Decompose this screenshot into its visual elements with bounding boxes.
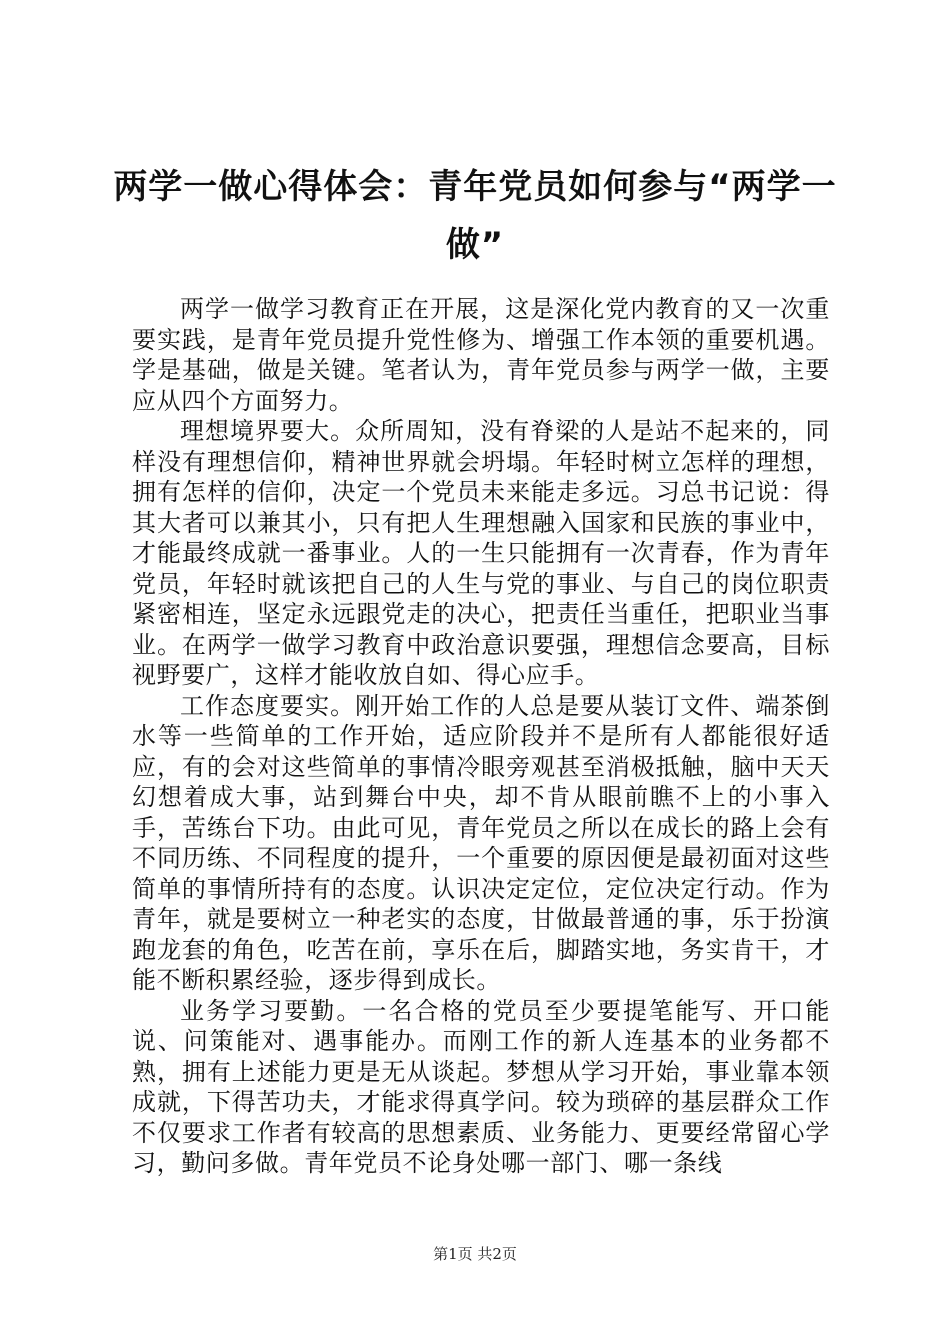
document-title: 两学一做心得体会：青年党员如何参与“两学一做” (113, 167, 837, 265)
paragraph-work-attitude: 工作态度要实。刚开始工作的人总是要从装订文件、端茶倒水等一些简单的工作开始，适应阶段并不是所有人都能很好适应，有的会对这些简单的事情冷眼旁观甚至消极抵触，脑中天天幻想着成大事，站到舞台中央，却不肯从眼前瞧不上的小事入手，苦练台下功。由此可见，青年党员之所以在成长的路上会有不同历练、不同程度的提升，一个重要的原因便是最初面对这些简单的事情所持有的态度。认识决定定位，定位决定行动。作为青年，就是要树立一种老实的态度，甘做最普通的事，乐于扮演跑龙套的角色，吃苦在前，享乐在后，脚踏实地，务实肯干，才能不断积累经验，逐步得到成长。 (132, 691, 830, 994)
document-body (132, 294, 830, 1179)
paragraph-ideals: 理想境界要大。众所周知，没有脊梁的人是站不起来的，同样没有理想信仰，精神世界就会坍塌。年轻时树立怎样的理想，拥有怎样的信仰，决定一个党员未来能走多远。习总书记说：得其大者可以兼其小，只有把人生理想融入国家和民族的事业中，才能最终成就一番事业。人的一生只能拥有一次青春，作为青年党员，年轻时就该把自己的人生与党的事业、与自己的岗位职责紧密相连，坚定永远跟党走的决心，把责任当重任，把职业当事业。在两学一做学习教育中政治意识要强，理想信念要高，目标视野要广，这样才能收放自如、得心应手。 (132, 417, 830, 689)
paragraph-study: 业务学习要勤。一名合格的党员至少要提笔能写、开口能说、问策能对、遇事能办。而刚工作的新人连基本的业务都不熟，拥有上述能力更是无从谈起。梦想从学习开始，事业靠本领成就，下得苦功夫，才能求得真学问。较为琐碎的基层群众工作不仅要求工作者有较高的思想素质、业务能力、更要经常留心学习，勤问多做。青年党员不论身处哪一部门、哪一条线 (132, 996, 830, 1177)
paragraph-intro: 两学一做学习教育正在开展，这是深化党内教育的又一次重要实践，是青年党员提升党性修为、增强工作本领的重要机遇。学是基础，做是关键。笔者认为，青年党员参与两学一做，主要应从四个方面努力。 (132, 295, 830, 415)
page-number-footer: 第1页 共2页 (433, 1245, 517, 1263)
